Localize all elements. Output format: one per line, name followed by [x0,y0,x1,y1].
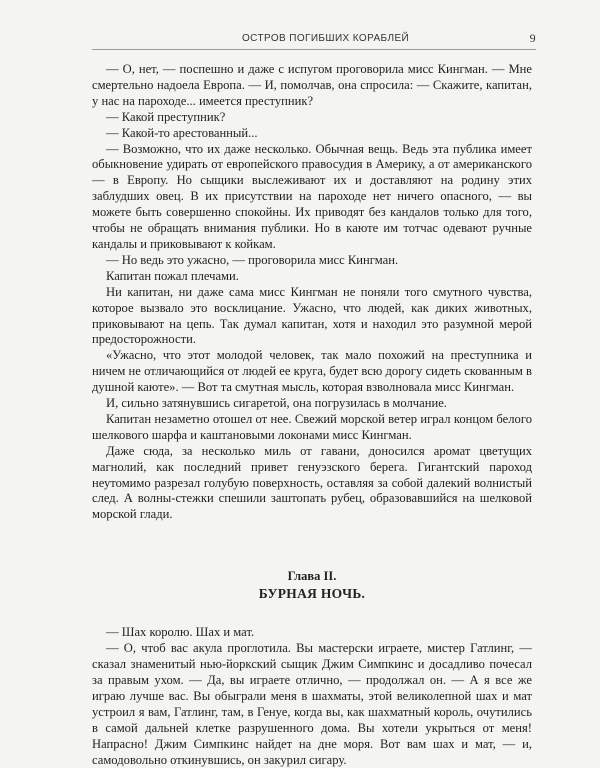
paragraph: «Ужасно, что этот молодой человек, так мало похожий на преступника и ничем не отличающийся от людей ее круга, будет всю дорогу сидеть скованным в душной каюте». — Вот та смутная мысль, которая взволновала мисс Кингман. [92,348,532,395]
chapter-number: Глава II. [287,569,337,584]
body-text [92,62,532,768]
paragraph: — О, чтоб вас акула проглотила. Вы мастерски играете, мистер Гатлинг, — сказал знаменитый нью-йоркский сыщик Джим Симпкинс и досадливо почесал за правым ухом. — Да, вы играете отлично, — продолжал он. — А я все же играю лучше вас. Вы обыграли меня в шахматы, этой великолепной шах и мат устроил я вам, Гатлинг, там, в Генуе, когда вы, как шахматный король, очутились в самой дальней клетке разрушенного дома. Вы хотели укрыться от меня! Напрасно! Джим Симпкинс найдет на дне моря. Вот вам шах и мат, — и, самодовольно откинувшись, он закурил сигару. [92,641,532,767]
page-number: 9 [529,31,536,45]
paragraph: И, сильно затянувшись сигаретой, она погрузилась в молчание. [106,396,447,411]
paragraph: Капитан пожал плечами. [106,268,239,283]
paragraph: — Возможно, что их даже несколько. Обычная вещь. Ведь эта публика имеет обыкновение удирать от европейского правосудия в Америку, а от американского — в Европу. Но сыщики выслеживают их и доставляют на родину этих заблудших овец. В их присутствии на пароходе нет ничего опасного, — вы можете быть совершенно спокойны. Их приводят без кандалов только для того, чтобы не обращать внимания публики. Но в каюте им тотчас одевают ручные кандалы и приковывают к койкам. [92,141,532,251]
paragraph: — Какой-то арестованный... [106,125,258,140]
paragraph: Даже сюда, за несколько миль от гавани, доносился аромат цветущих магнолий, как последний привет генуэзского берега. Гигантский пароход неутомимо разрезал голубую поверхность, оставляя за собой далекий волнистый след. А волны-стежки спешили заштопать рубец, образовавшийся на шелковой морской глади. [92,443,532,522]
paragraph: — Шах королю. Шах и мат. [106,625,255,640]
running-title: ОСТРОВ ПОГИБШИХ КОРАБЛЕЙ [242,33,410,44]
paragraph: — Какой преступник? [106,109,226,124]
paragraph: Ни капитан, ни даже сама мисс Кингман не поняли того смутного чувства, которое вызвало это восклицание. Ужасно, что людей, как диких животных, приковывают на цепь. Так думал капитан, хотя и находил это разумной мерой предосторожности. [92,284,532,347]
running-header [92,29,536,50]
paragraph: — Но ведь это ужасно, — проговорила мисс Кингман. [106,252,399,267]
chapter-heading [92,567,532,603]
paragraph: — О, нет, — поспешно и даже с испугом проговорила мисс Кингман. — Мне смертельно надоела Европа. — И, помолчав, она спросила: — Скажите, капитан, у нас на пароходе... имеется преступник? [92,62,532,108]
chapter-title: БУРНАЯ НОЧЬ. [258,586,366,602]
paragraph: Капитан незаметно отошел от нее. Свежий морской ветер играл концом белого шелкового шарфа и каштановыми локонами мисс Кингман. [92,411,532,442]
